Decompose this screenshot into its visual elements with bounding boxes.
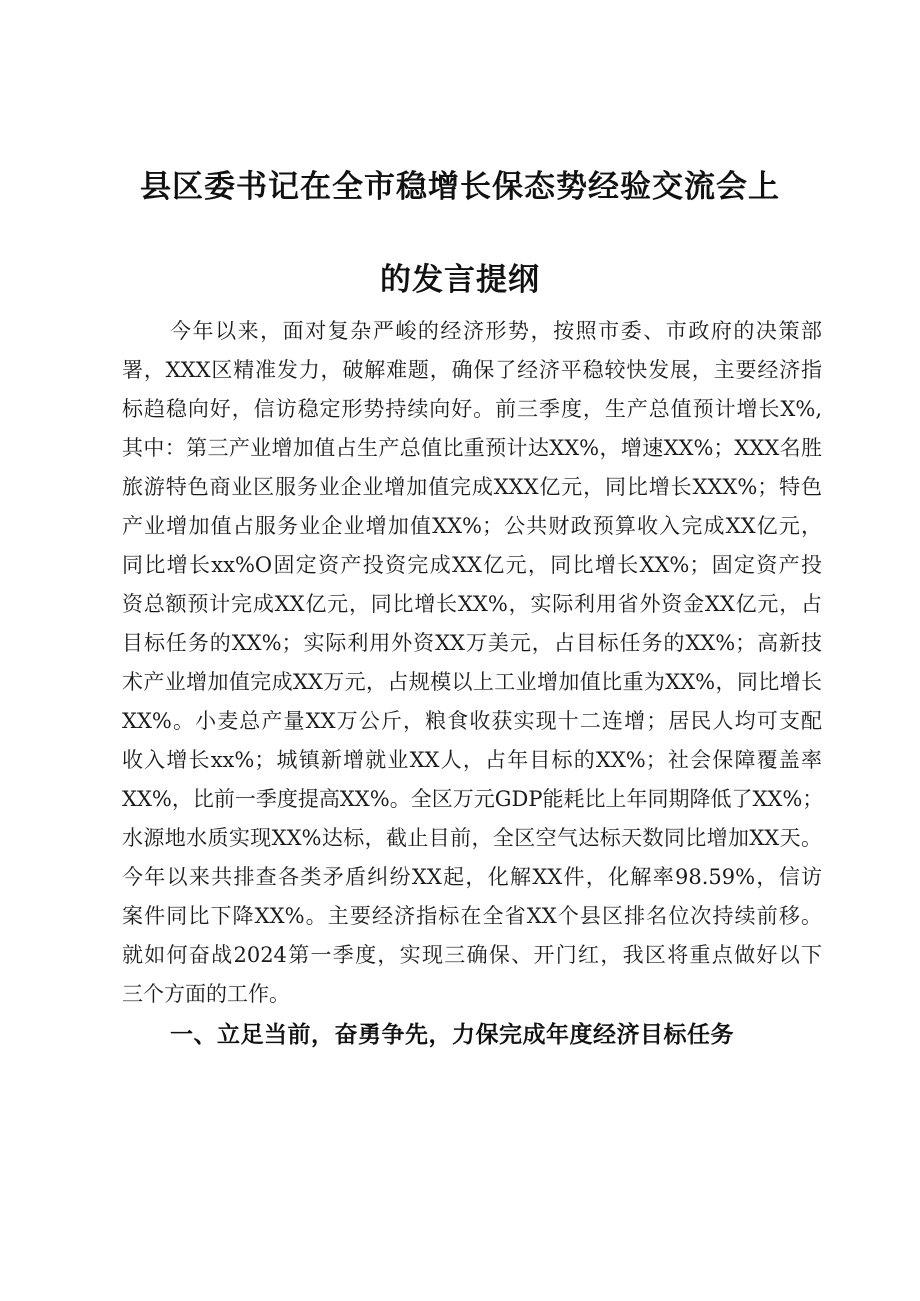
body-line: 产业增加值占服务业企业增加值XX%；公共财政预算收入完成XX亿元， xyxy=(122,514,822,538)
body-line: 收入增长xx%；城镇新增就业XX人，占年目标的XX%；社会保障覆盖率 xyxy=(122,748,822,772)
document-title-line-1: 县区委书记在全市稳增长保态势经验交流会上 xyxy=(140,169,780,205)
body-line: 术产业增加值完成XX万元，占规模以上工业增加值比重为XX%，同比增长 xyxy=(122,670,822,694)
body-line: 案件同比下降XX%。主要经济指标在全省XX个县区排名位次持续前移。 xyxy=(122,904,822,928)
body-line: 署，XXX区精准发力，破解难题，确保了经济平稳较快发展，主要经济指 xyxy=(122,358,822,382)
body-line: 水源地水质实现XX%达标，截止目前，全区空气达标天数同比增加XX天。 xyxy=(122,826,822,850)
body-line: XX%。小麦总产量XX万公斤，粮食收获实现十二连增；居民人均可支配 xyxy=(122,709,822,733)
body-line: 旅游特色商业区服务业企业增加值完成XXX亿元，同比增长XXX%；特色 xyxy=(122,475,822,499)
document-title-line-2: 的发言提纲 xyxy=(380,262,540,298)
body-line: XX%，比前一季度提高XX%。全区万元GDP能耗比上年同期降低了XX%； xyxy=(122,787,824,811)
body-line: 目标任务的XX%；实际利用外资XX万美元，占目标任务的XX%；高新技 xyxy=(122,631,822,655)
body-line: 资总额预计完成XX亿元，同比增长XX%，实际利用省外资金XX亿元，占 xyxy=(122,592,822,616)
body-line: 其中：第三产业增加值占生产总值比重预计达XX%，增速XX%；XXX名胜 xyxy=(122,436,822,460)
body-line: 同比增长xx%O固定资产投资完成XX亿元，同比增长XX%；固定资产投 xyxy=(122,553,822,577)
body-line: 就如何奋战2024第一季度，实现三确保、开门红，我区将重点做好以下 xyxy=(122,943,822,967)
body-line: 今年以来共排查各类矛盾纠纷XX起，化解XX件，化解率98.59%，信访 xyxy=(122,865,822,889)
body-line: 三个方面的工作。 xyxy=(122,982,290,1006)
body-line: 今年以来，面对复杂严峻的经济形势，按照市委、市政府的决策部 xyxy=(170,319,822,343)
body-line: 标趋稳向好，信访稳定形势持续向好。前三季度，生产总值预计增长X%, xyxy=(122,397,822,421)
section-heading: 一、立足当前，奋勇争先，力保完成年度经济目标任务 xyxy=(170,1022,734,1048)
